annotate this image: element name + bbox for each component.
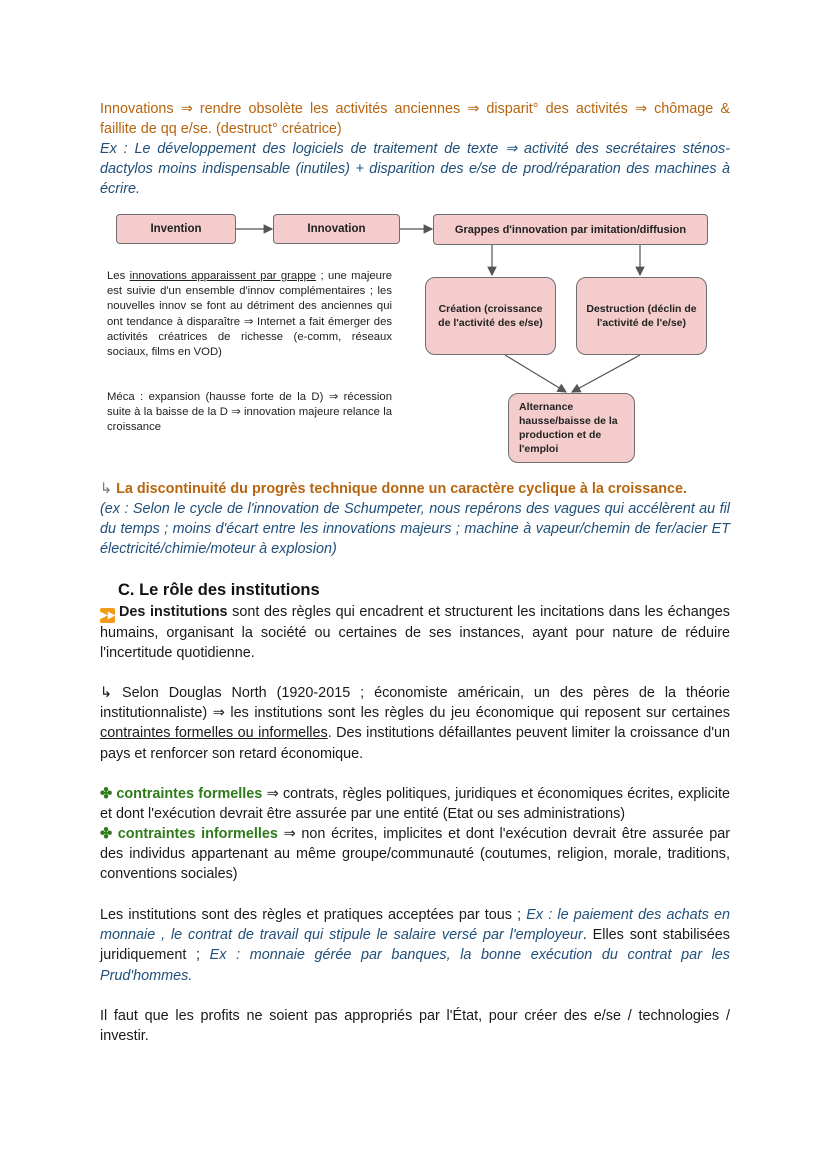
contraintes-informelles: ✤ contraintes informelles ⇒ non écrites, implicites et dont l'exécution devrait être assurée par des individus appartenant au même groupe/communauté (coutumes, religion, morale, traditions, conventions sociales) (100, 826, 730, 883)
discontinuite-example: (ex : Selon le cycle de l'innovation de Schumpeter, nous repérons des vagues qui accélèrent au fil du temps ; moins d'écart entre les innovations majeurs ; machine à vapeur/chemin de fer/acier ET électricité/chimie/moteur à explosion) (100, 501, 730, 558)
box-innovation: Innovation (273, 214, 400, 244)
section-c-title: C. Le rôle des institutions (118, 581, 320, 599)
contraintes-formelles: ✤ contraintes formelles ⇒ contrats, règles politiques, juridiques et économiques écrites, explicite et dont l'exécution devrait être assurée par une entité (Etat ou ses administrations) (100, 786, 730, 823)
institutions-definition: ▶▶ Des institutions sont des règles qui encadrent et structurent les incitations dans les échanges humains, organisant la société ou certaines de ses instances, ayant pour nature de réduire l'incertitude quotidienne. (100, 604, 731, 662)
box-invention: Invention (116, 214, 236, 244)
box-alternance: Alternance hausse/baisse de la production et de l'emploi (508, 393, 635, 463)
box-creation: Création (croissance de l'activité des e/se) (425, 277, 556, 355)
text-grappe: Les innovations apparaissent par grappe ; une majeure est suivie d'un ensemble d'innov complémentaires ; les nouvelles innov se font au détriment des anciennes qui ont tendance à disparaître ⇒ Internet a fait émerger des activités créatrices de richesse (e-comm, réseaux sociaux, films en VOD) (107, 270, 392, 359)
box-grappes: Grappes d'innovation par imitation/diffusion (433, 214, 708, 245)
example-text-processing: Ex : Le développement des logiciels de traitement de texte ⇒ activité des secrétaires sténos-dactylos moins indispensable (inutiles) + disparition des e/se de prod/réparation des machines à écrire. (100, 141, 730, 198)
profits-paragraph: Il faut que les profits ne soient pas appropriés par l'État, pour créer des e/se / technologies / investir. (100, 1008, 730, 1045)
pratiques-paragraph: Les institutions sont des règles et pratiques acceptées par tous ; Ex : le paiement des achats en monnaie , le contrat de travail qui stipule le salaire versé par l'employeur. Elles sont stabilisées juridiquement ; Ex : monnaie gérée par banques, la bonne exécution du contrat par les Prud'hommes. (100, 907, 731, 984)
fast-forward-icon: ▶▶ (100, 610, 116, 621)
text-meca: Méca : expansion (hausse forte de la D) ⇒ récession suite à la baisse de la D ⇒ innovation majeure relance la croissance (107, 391, 392, 434)
innovations-line: Innovations ⇒ rendre obsolète les activités anciennes ⇒ disparit° des activités ⇒ chômage & faillite de qq e/se. (destruct° créatrice) (100, 101, 730, 138)
discontinuite-headline: ↳ La discontinuité du progrès technique donne un caractère cyclique à la croissance. (100, 481, 688, 497)
box-destruction: Destruction (déclin de l'activité de l'e/se) (576, 277, 707, 355)
arrow-destruction-alternance (572, 355, 640, 392)
arrow-creation-alternance (505, 355, 566, 392)
north-paragraph: ↳ Selon Douglas North (1920-2015 ; économiste américain, un des pères de la théorie institutionnaliste) ⇒ les institutions sont les règles du jeu économique qui reposent sur certaines contraintes formelles ou informelles. Des institutions défaillantes peuvent limiter la croissance d'un pays et renforcer son retard économique. (100, 685, 730, 762)
